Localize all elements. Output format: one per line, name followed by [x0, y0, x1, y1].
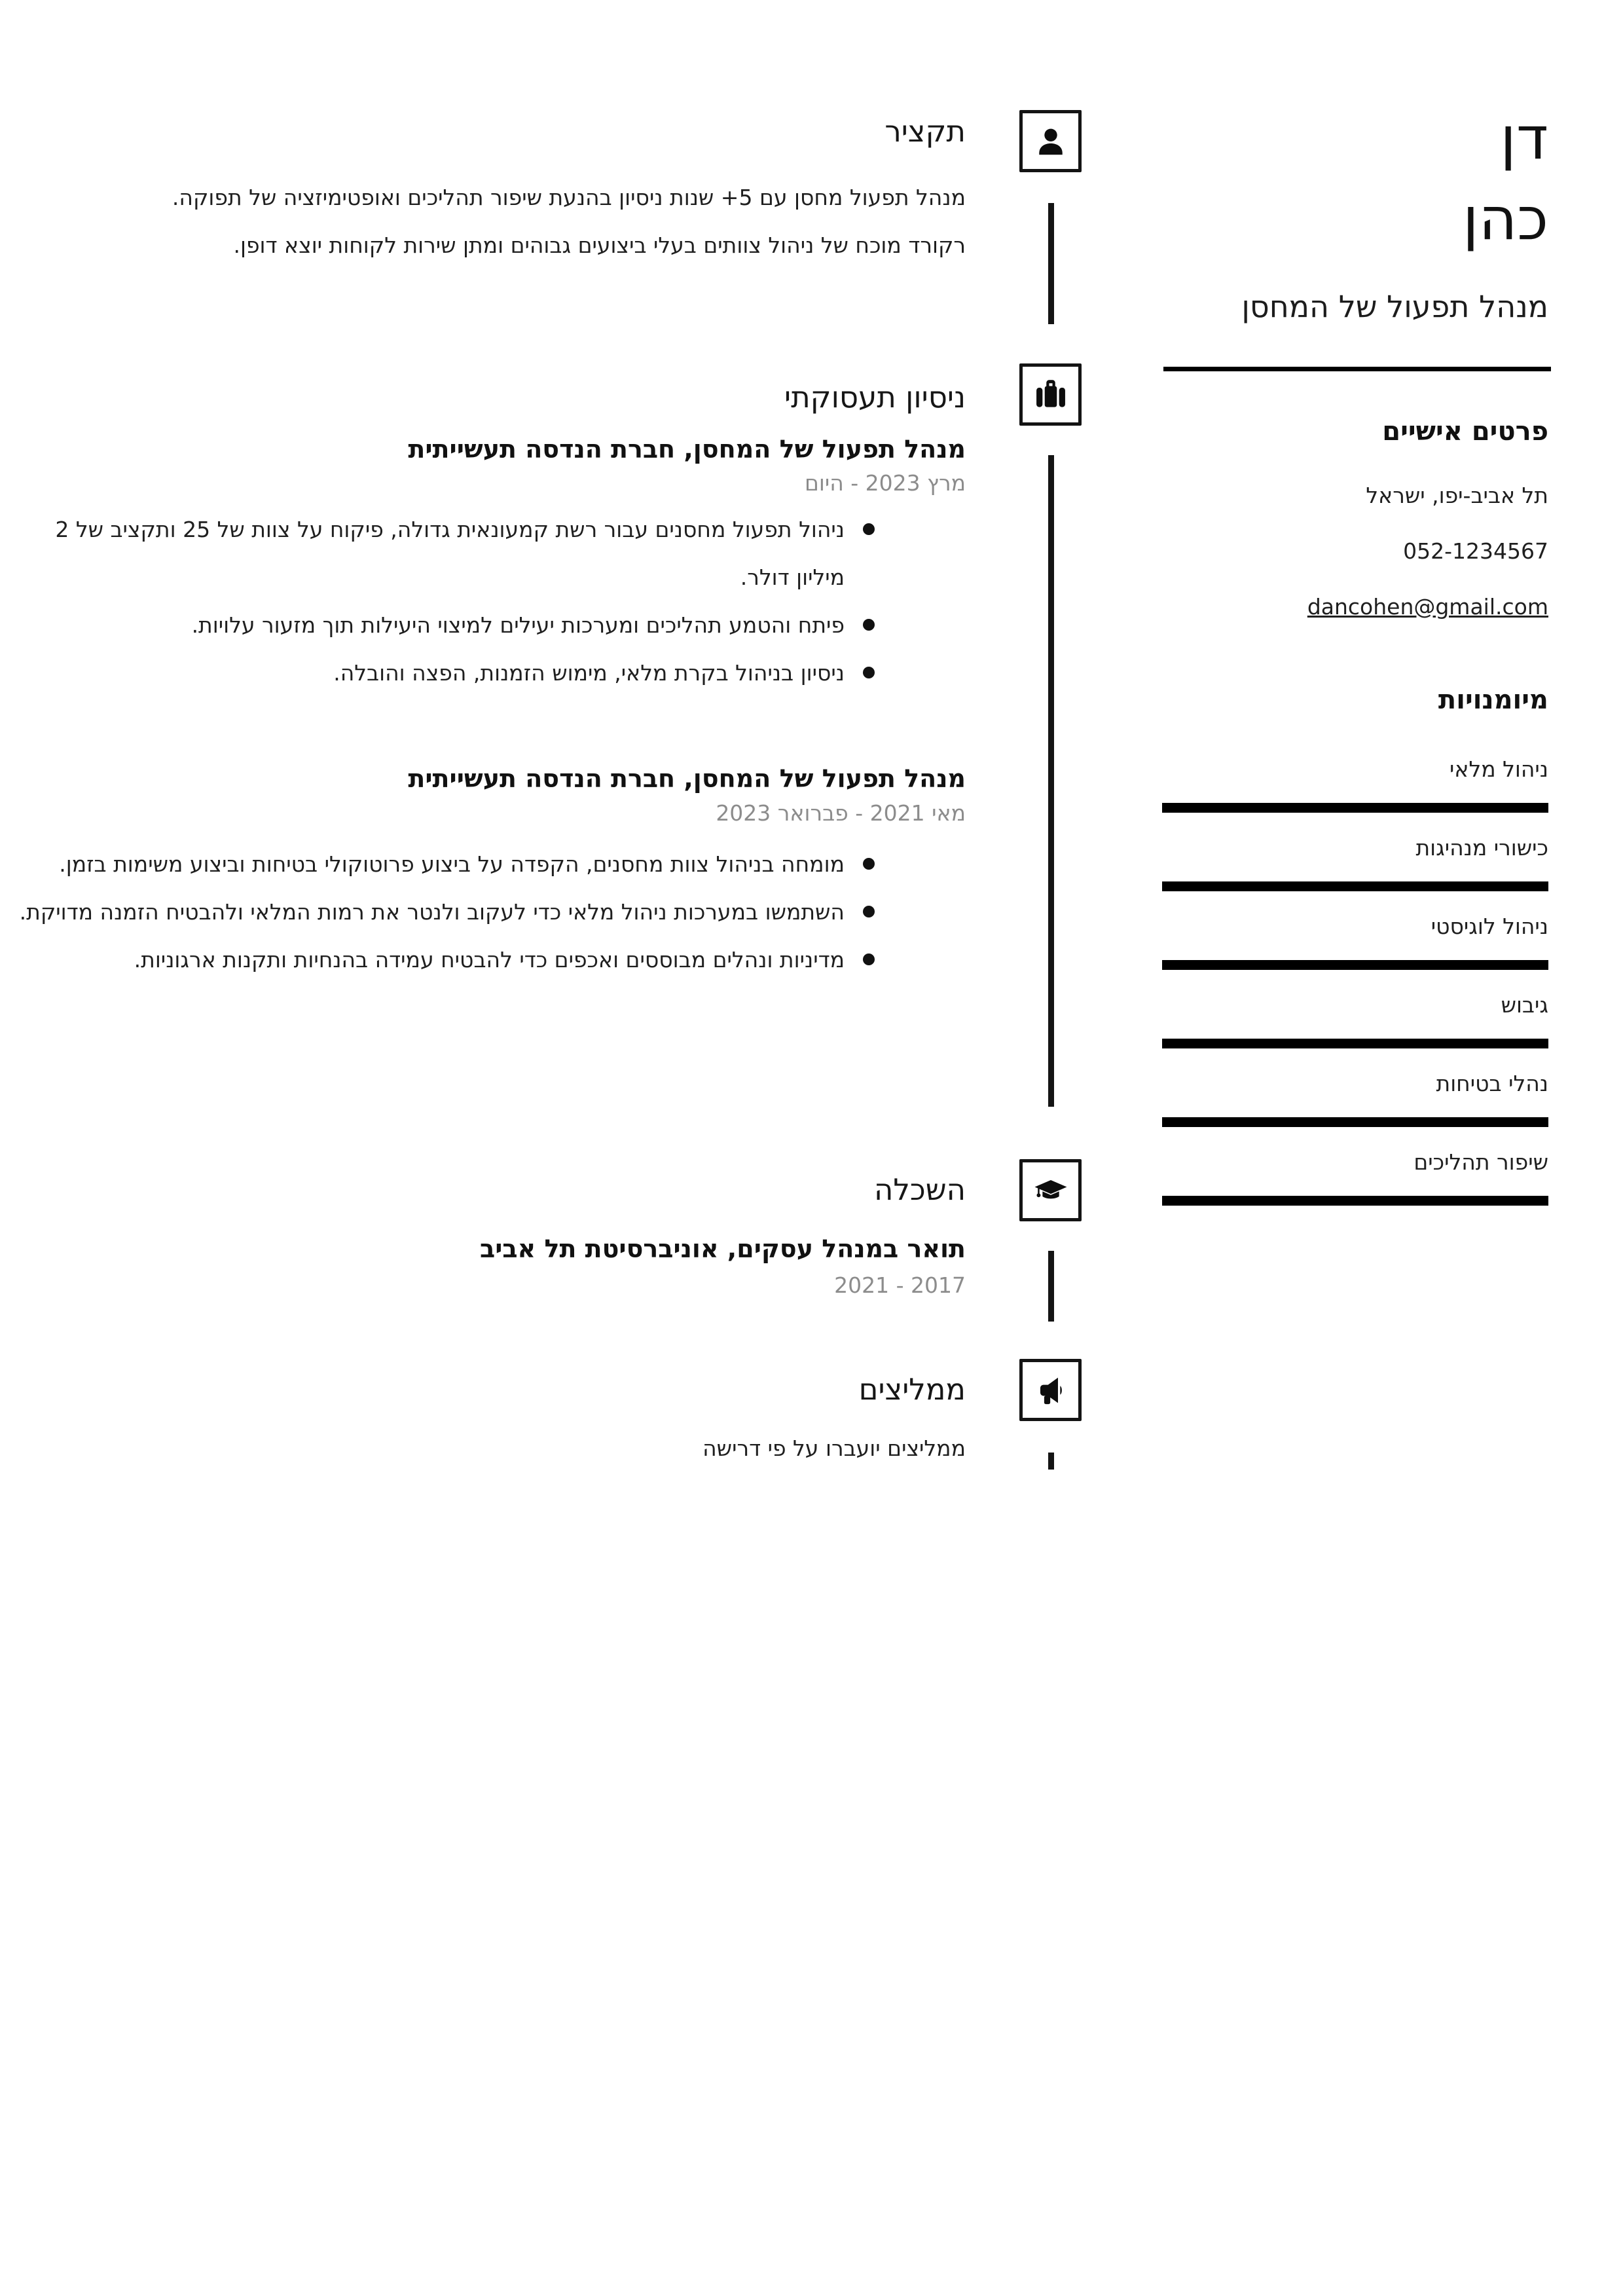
- skill-bar: [1162, 1196, 1548, 1206]
- skill-bar-fill: [1162, 881, 1548, 891]
- summary-text: מנהל תפעול מחסן עם 5+ שנות ניסיון בהנעת שיפור תהליכים ואופטימיזציה של תפוקה. רקורד מוכח של ניהול צוותים בעלי ביצועים גבוהים ומתן שירות לקוחות יוצא דופן.: [172, 185, 966, 258]
- skill-bar: [1162, 803, 1548, 813]
- header-divider: [1163, 367, 1551, 371]
- skill-bar: [1162, 881, 1548, 891]
- job-dates: מרץ 2023 - היום: [804, 470, 966, 496]
- skill-item: [1162, 1069, 1548, 1147]
- person-icon-glyph: [1033, 124, 1068, 159]
- bullet-item: מדיניות ונהלים מבוססים ואכפים כדי להבטיח עמידה בהנחיות ותקנות ארגוניות.: [13, 936, 845, 984]
- person-icon: [1019, 110, 1082, 172]
- bullet-item: ניהול תפעול מחסנים עבור רשת קמעונאית גדולה, פיקוח על צוות של 25 ותקציב של 2 מיליון דולר.: [13, 506, 845, 601]
- summary-heading: תקציר: [884, 114, 966, 149]
- email-link[interactable]: dancohen@gmail.com: [1307, 594, 1548, 620]
- skill-bar: [1162, 1117, 1548, 1127]
- education-dates: 2017 - 2021: [834, 1272, 966, 1298]
- skill-bar-fill: [1162, 1039, 1548, 1048]
- timeline-segment: [1048, 203, 1054, 324]
- skill-bar: [1162, 1039, 1548, 1048]
- skills-heading: מיומנויות: [1438, 685, 1548, 715]
- phone-text: 052-1234567: [1403, 538, 1548, 564]
- graduation-cap-icon: [1019, 1159, 1082, 1221]
- megaphone-icon: [1019, 1359, 1082, 1421]
- skill-bar-fill: [1162, 803, 1548, 813]
- skill-bar-fill: [1162, 1196, 1548, 1206]
- skill-label: כישורי מנהיגות: [1415, 835, 1548, 861]
- education-heading: השכלה: [873, 1172, 966, 1207]
- timeline-segment: [1048, 455, 1054, 1107]
- job-title: מנהל תפעול של המחסן, חברת הנדסה תעשייתית: [408, 764, 966, 793]
- skills-list: [1162, 754, 1548, 1239]
- briefcase-icon: [1019, 363, 1082, 426]
- location-text: תל אביב-יפו, ישראל: [1366, 483, 1548, 508]
- references-heading: ממליצים: [858, 1372, 966, 1407]
- skill-bar-fill: [1162, 960, 1548, 970]
- references-text: ממליצים יועברו על פי דרישה: [702, 1435, 966, 1461]
- skill-item: [1162, 1147, 1548, 1226]
- job-title: מנהל תפעול של המחסן, חברת הנדסה תעשייתית: [408, 435, 966, 464]
- job-bullet-list: [13, 506, 966, 697]
- megaphone-icon-glyph: [1033, 1373, 1068, 1408]
- bullet-item: ניסיון בניהול בקרת מלאי, מימוש הזמנות, הפצה והובלה.: [13, 649, 845, 697]
- timeline-segment: [1048, 1453, 1054, 1470]
- skill-item: [1162, 754, 1548, 833]
- experience-heading: ניסיון תעסוקתי: [784, 380, 966, 415]
- degree-title: תואר במנהל עסקים, אוניברסיטת תל אביב: [480, 1234, 966, 1263]
- candidate-name: [1162, 98, 1548, 259]
- skill-item: [1162, 912, 1548, 990]
- bullet-item: השתמשו במערכות ניהול מלאי כדי לעקוב ולנטר את רמות המלאי ולהבטיח הזמנה מדויקת.: [13, 888, 845, 936]
- skill-label: ניהול לוגיסטי: [1431, 914, 1548, 939]
- graduation-cap-icon-glyph: [1033, 1173, 1068, 1208]
- skill-label: ניהול מלאי: [1450, 756, 1548, 782]
- briefcase-icon-glyph: [1033, 377, 1068, 413]
- skill-label: נהלי בטיחות: [1436, 1071, 1548, 1096]
- last-name: כהן: [1463, 185, 1548, 253]
- header-job-title: מנהל תפעול של המחסן: [1241, 289, 1548, 324]
- skill-bar: [1162, 960, 1548, 970]
- first-name: דן: [1500, 104, 1548, 173]
- job-dates: מאי 2021 - פברואר 2023: [716, 800, 966, 826]
- skill-label: גיבוש: [1501, 992, 1548, 1018]
- skill-item: [1162, 990, 1548, 1069]
- skill-item: [1162, 833, 1548, 912]
- skill-bar-fill: [1162, 1117, 1548, 1127]
- personal-details-heading: פרטים אישיים: [1382, 417, 1548, 447]
- skill-label: שיפור תהליכים: [1413, 1149, 1548, 1175]
- timeline-segment: [1048, 1251, 1054, 1322]
- bullet-item: מומחה בניהול צוות מחסנים, הקפדה על ביצוע פרוטוקולי בטיחות וביצוע משימות בזמן.: [13, 840, 845, 888]
- job-bullet-list: [13, 840, 966, 984]
- bullet-item: פיתח והטמע תהליכים ומערכות יעילים למיצוי היעילות תוך מזעור עלויות.: [13, 601, 845, 649]
